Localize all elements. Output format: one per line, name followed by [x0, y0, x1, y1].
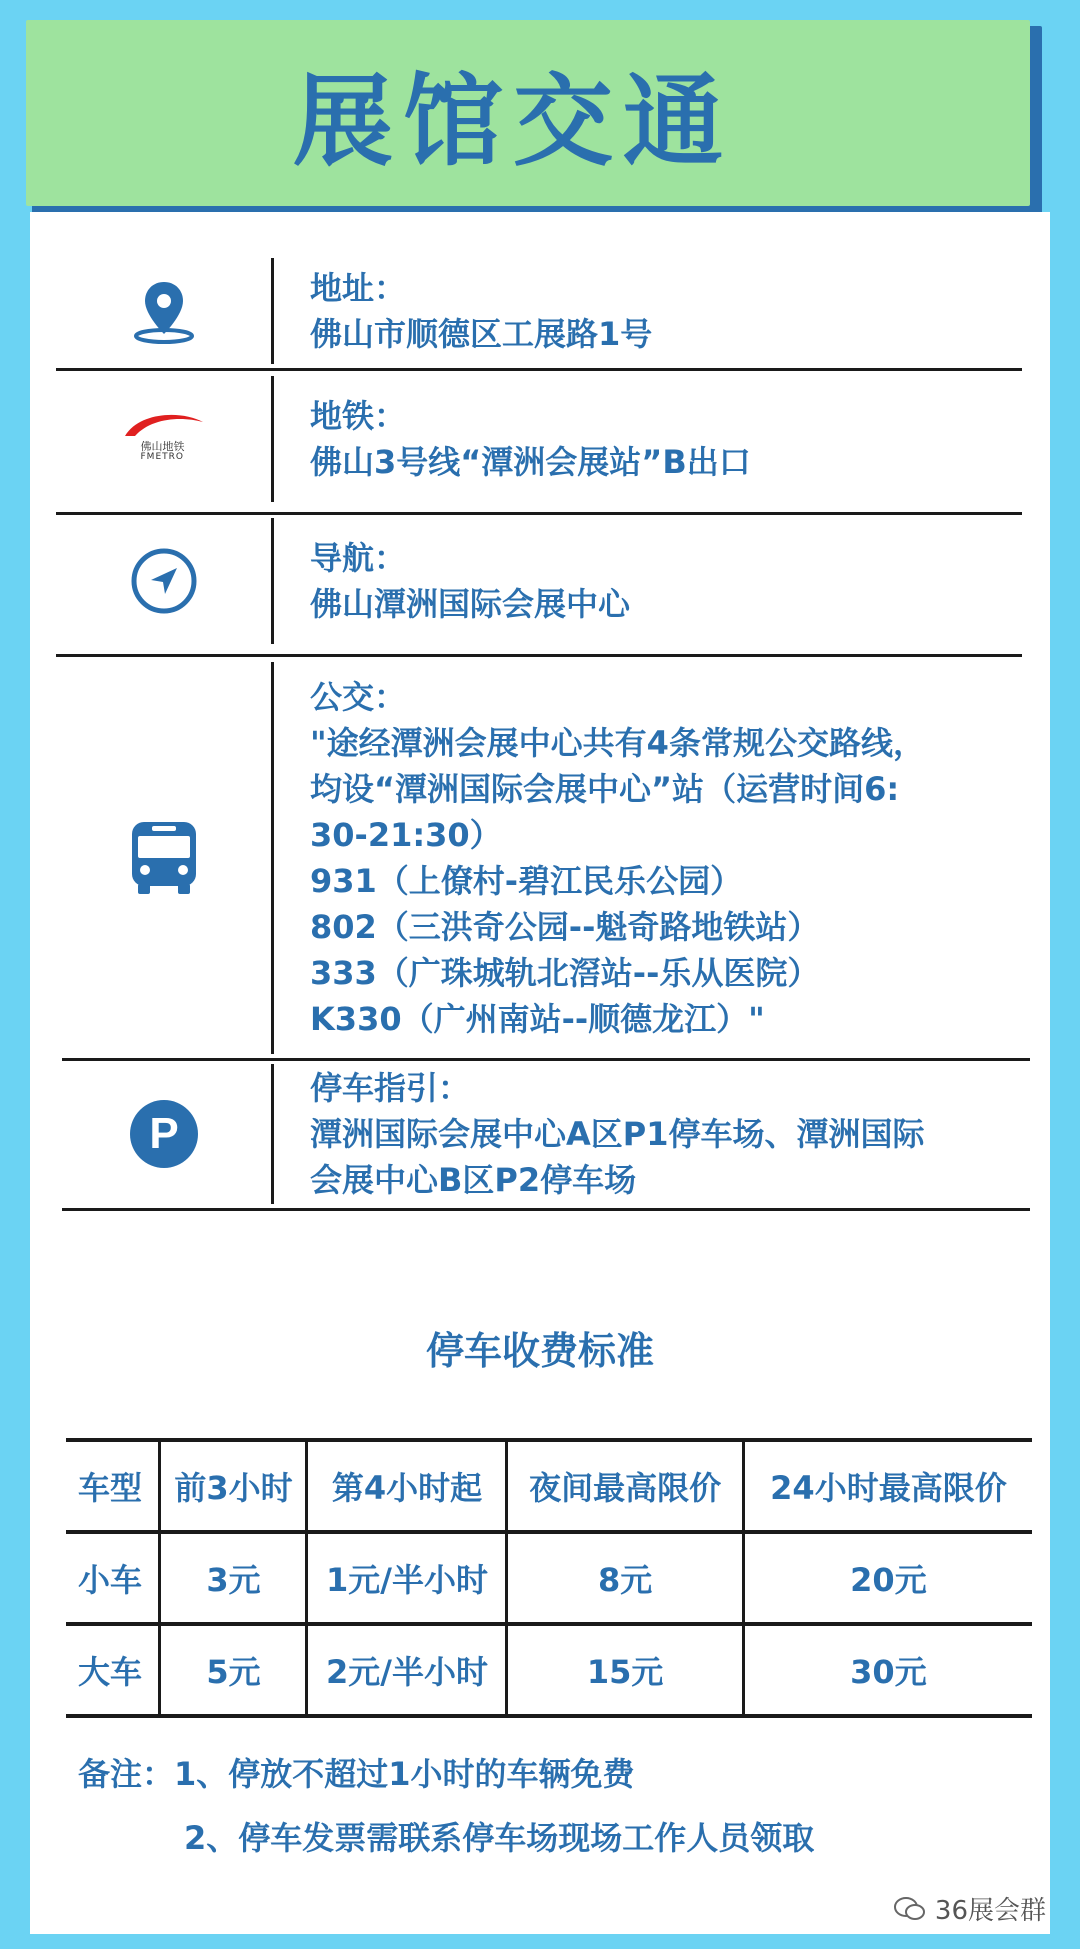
metro-value: 佛山3号线“潭洲会展站”B出口 [310, 443, 751, 481]
table-cell: 小车 [78, 1561, 143, 1599]
navigation-label: 导航： [310, 539, 407, 577]
column-header: 夜间最高限价 [507, 1440, 743, 1532]
note-item: 1、停放不超过1小时的车辆免费 [174, 1755, 635, 1793]
metro-logo-subtext: FMETRO [140, 452, 184, 462]
address-value: 佛山市顺德区工展路1号 [310, 315, 653, 353]
table-cell: 8元 [507, 1532, 743, 1624]
parking-label: 停车指引： [310, 1069, 471, 1107]
column-header: 车型 [78, 1469, 143, 1507]
divider [56, 654, 1022, 657]
table-header-row [66, 1440, 1032, 1532]
wechat-icon [893, 1895, 927, 1923]
bus-line: 333（广珠城轨北滘站--乐从医院） [310, 954, 820, 992]
watermark-text: 36展会群 [934, 1896, 1046, 1926]
table-row [66, 1624, 1032, 1716]
parking-icon [128, 1098, 200, 1170]
metro-text [274, 376, 751, 502]
metro-row [56, 376, 751, 502]
bus-line: 802（三洪奇公园--魁奇路地铁站） [310, 908, 820, 946]
navigation-compass-icon [129, 546, 199, 616]
fee-table [66, 1438, 1032, 1718]
address-row [56, 258, 652, 364]
address-text [274, 258, 652, 364]
table-cell: 1元/半小时 [307, 1532, 507, 1624]
parking-letter: P [148, 1109, 179, 1158]
info-card [30, 212, 1050, 1934]
bus-line: 均设“潭洲国际会展中心”站（运营时间6: [310, 770, 900, 808]
metro-logo-icon [121, 404, 207, 474]
column-header: 前3小时 [160, 1440, 307, 1532]
table-cell: 15元 [507, 1624, 743, 1716]
navigation-icon-cell [56, 518, 274, 644]
note-line [78, 1742, 814, 1806]
parking-row [56, 1064, 925, 1204]
address-icon-cell [56, 258, 274, 364]
bus-icon [128, 818, 200, 898]
table-cell: 大车 [78, 1653, 143, 1691]
column-header: 第4小时起 [307, 1440, 507, 1532]
parking-text [274, 1064, 925, 1204]
table-cell: 2元/半小时 [307, 1624, 507, 1716]
parking-line: 会展中心B区P2停车场 [310, 1161, 637, 1199]
navigation-text [274, 518, 630, 644]
bus-text [274, 662, 925, 1054]
bus-label: 公交： [310, 678, 407, 716]
notes-label: 备注： [78, 1755, 175, 1793]
parking-line: 潭洲国际会展中心A区P1停车场、潭洲国际 [310, 1115, 925, 1153]
note-item: 2、停车发票需联系停车场现场工作人员领取 [184, 1819, 815, 1857]
bus-line: 30-21:30） [310, 816, 502, 854]
title-banner [26, 20, 1030, 206]
page-title: 展馆交通 [293, 63, 733, 180]
navigation-row [56, 518, 630, 644]
bus-icon-cell [56, 662, 274, 1054]
navigation-value: 佛山潭洲国际会展中心 [310, 585, 631, 623]
table-row [66, 1532, 1032, 1624]
notes [78, 1742, 814, 1870]
bus-line: "途经潭洲会展中心共有4条常规公交路线， [310, 724, 925, 762]
bus-line: K330（广州南站--顺德龙江）" [310, 1000, 765, 1038]
location-pin-icon [129, 276, 199, 346]
parking-icon-cell [56, 1064, 274, 1204]
table-cell: 5元 [160, 1624, 307, 1716]
fee-table-title: 停车收费标准 [425, 1329, 654, 1373]
address-label: 地址： [310, 269, 407, 307]
divider [62, 1058, 1030, 1061]
bus-row [56, 662, 925, 1054]
metro-logo-text: 佛山地铁 [140, 440, 185, 453]
column-header: 24小时最高限价 [743, 1440, 1032, 1532]
divider [62, 1208, 1030, 1211]
table-cell: 20元 [743, 1532, 1032, 1624]
metro-label: 地铁： [310, 397, 407, 435]
divider [56, 368, 1022, 371]
bus-line: 931（上僚村-碧江民乐公园） [310, 862, 743, 900]
metro-icon-cell [56, 376, 274, 502]
table-cell: 3元 [160, 1532, 307, 1624]
note-line [78, 1806, 814, 1870]
divider [56, 512, 1022, 515]
watermark [893, 1890, 1046, 1927]
table-cell: 30元 [743, 1624, 1032, 1716]
